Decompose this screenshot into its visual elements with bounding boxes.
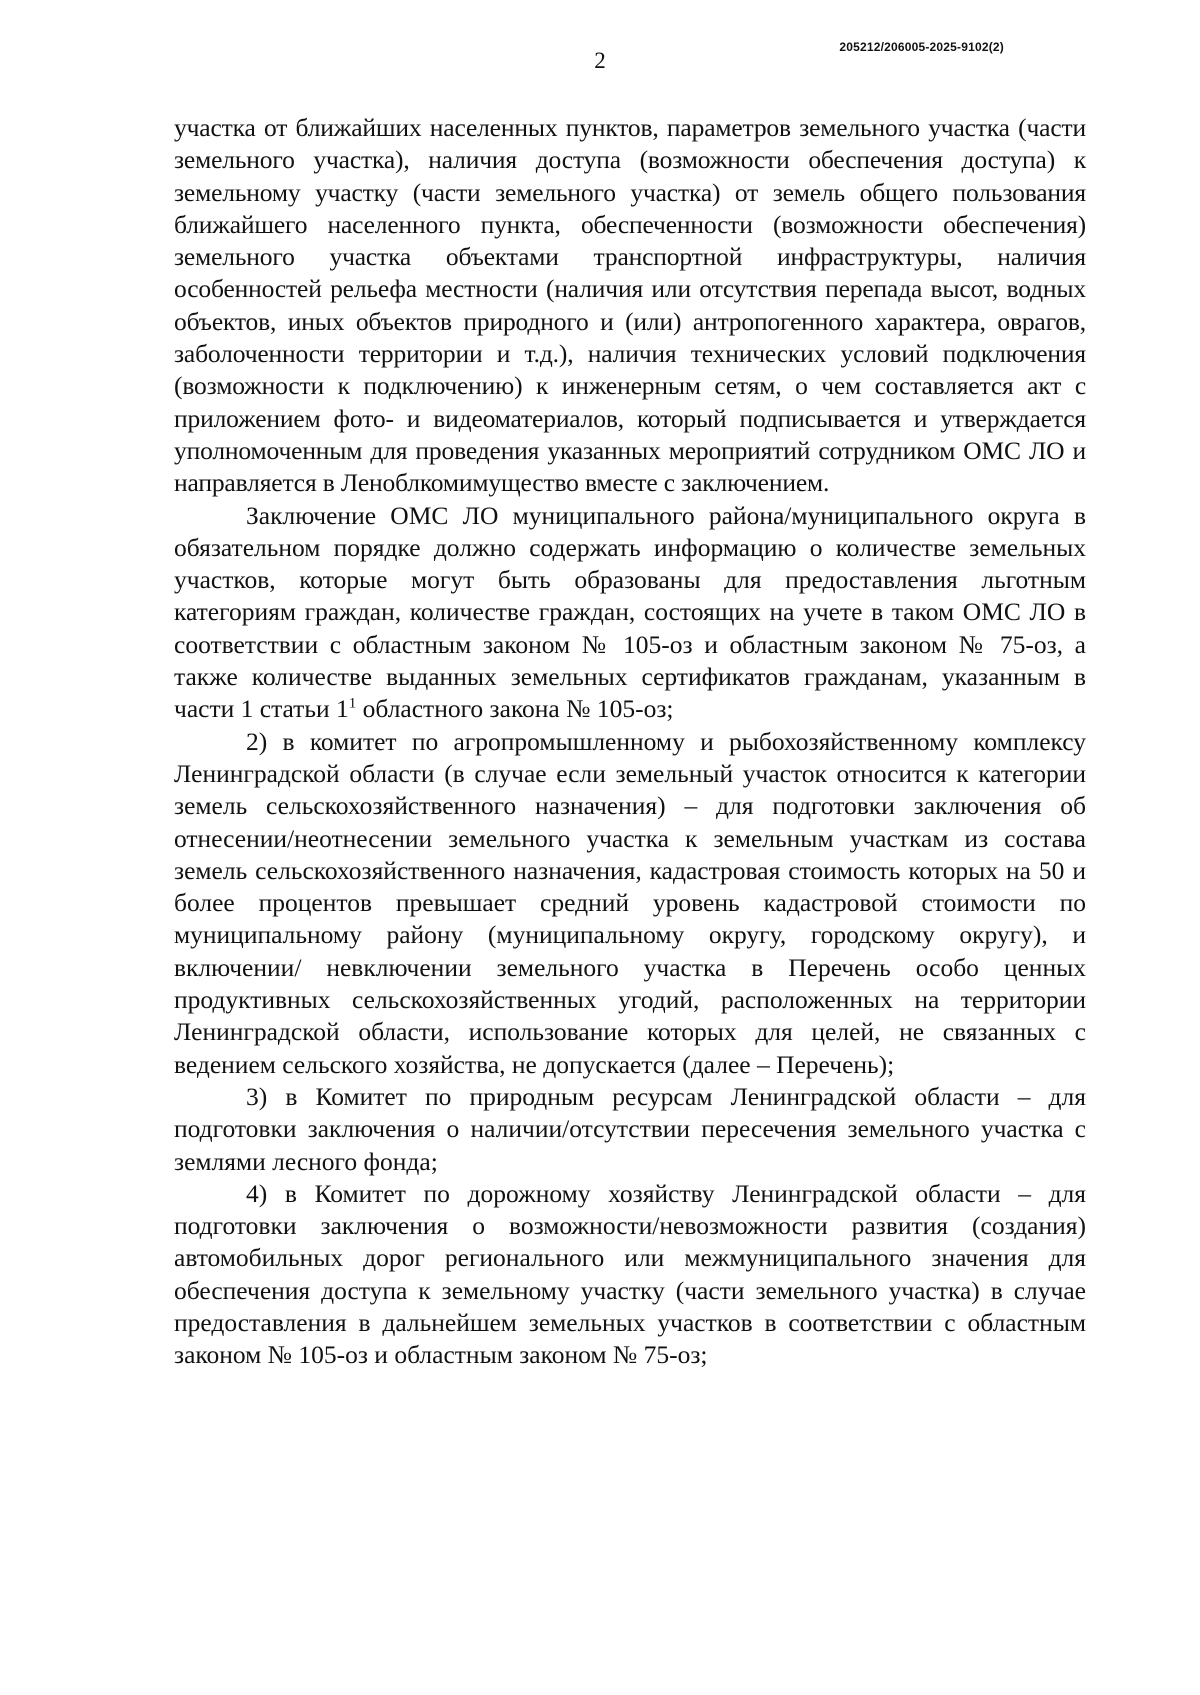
- paragraph-text-end: областного закона № 105-оз;: [356, 694, 674, 724]
- list-item-4: 4) в Комитет по дорожному хозяйству Ленинградской области – для подготовки заключения о возможности/невозможности развития (создания) автомобильных дорог регионального или межмуниципального значения для обеспечения доступа к земельному участку (части земельного участка) в случае предоставления в дальнейшем земельных участков в соответствии с областным законом № 105-оз и областным законом № 75-оз;: [174, 1178, 1086, 1370]
- superscript-article-index: 1: [348, 695, 357, 712]
- paragraph-continuation: участка от ближайших населенных пунктов, параметров земельного участка (части земельного участка), наличия доступа (возможности обеспечения доступа) к земельному участку (части земельного участка) от земель общего пользования ближайшего населенного пункта, обеспеченности (возможности обеспечения) земельного участка объектами транспортной инфраструктуры, наличия особенностей рельефа местности (наличия или отсутствия перепада высот, водных объектов, иных объектов природного и (или) антропогенного характера, оврагов, заболоченности территории и т.д.), наличия технических условий подключения (возможности к подключению) к инженерным сетям, о чем составляется акт с приложением фото- и видеоматериалов, который подписывается и утверждается уполномоченным для проведения указанных мероприятий сотрудником ОМС ЛО и направляется в Леноблкомимущество вместе с заключением.: [174, 113, 1086, 498]
- list-item-3: 3) в Комитет по природным ресурсам Ленинградской области – для подготовки заключения о наличии/отсутствии пересечения земельного участка с землями лесного фонда;: [174, 1081, 1086, 1176]
- list-item-2: 2) в комитет по агропромышленному и рыбохозяйственному комплексу Ленинградской области (в случае если земельный участок относится к категории земель сельскохозяйственного назначения) – для подготовки заключения об отнесении/неотнесении земельного участка к земельным участкам из состава земель сельскохозяйственного назначения, кадастровая стоимость которых на 50 и более процентов превышает средний уровень кадастровой стоимости по муниципальному району (муниципальному округу, городскому округу), и включении/ невключении земельного участка в Перечень особо ценных продуктивных сельскохозяйственных угодий, расположенных на территории Ленинградской области, использование которых для целей, не связанных с ведением сельского хозяйства, не допускается (далее – Перечень);: [174, 726, 1086, 1079]
- paragraph-conclusion-requirements: [174, 500, 1086, 726]
- document-id: 205212/206005-2025-9102(2): [839, 40, 1004, 54]
- page-number: 2: [594, 48, 606, 73]
- paragraph-text: Заключение ОМС ЛО муниципального района/муниципального округа в обязательном порядке должно содержать информацию о количестве земельных участков, которые могут быть образованы для предоставления льготным категориям граждан, количестве граждан, состоящих на учете в таком ОМС ЛО в соответствии с областным законом № 105-оз и областным законом № 75-оз, а также количестве выданных земельных сертификатов гражданам, указанным в части 1 статьи 1: [174, 500, 1086, 724]
- document-body: [174, 112, 1086, 1372]
